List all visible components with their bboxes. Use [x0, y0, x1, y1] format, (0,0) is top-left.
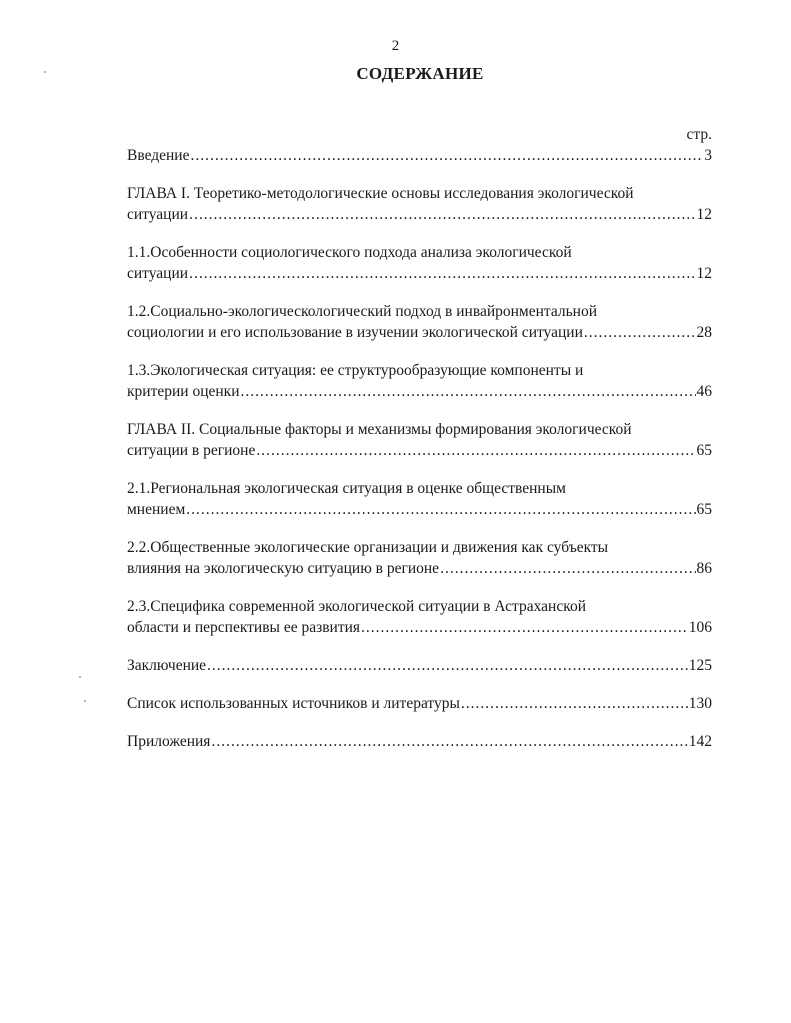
toc-entry-section-1-1 — [127, 242, 712, 284]
toc-entry-section-1-3 — [127, 360, 712, 402]
leader-dots — [190, 145, 703, 166]
toc-entry-title: 1.3.Экологическая ситуация: ее структурообразующие компоненты и — [127, 362, 584, 379]
leader-dots — [461, 693, 688, 714]
leader-dots — [241, 381, 696, 402]
leader-dots — [211, 731, 687, 752]
toc-entry-page: 65 — [696, 501, 712, 518]
scan-speck — [79, 676, 81, 678]
toc-entry-chapter-1 — [127, 183, 712, 225]
toc-entry-title: Заключение — [127, 657, 207, 674]
toc-entry-title: ГЛАВА II. Социальные факторы и механизмы формирования экологической — [127, 421, 632, 438]
table-of-contents — [127, 124, 712, 752]
toc-entry-title-cont: ситуации — [127, 265, 189, 282]
toc-entry-title: 1.1.Особенности социологического подхода анализа экологической — [127, 244, 572, 261]
toc-entry-page: 130 — [688, 695, 712, 712]
toc-entry-title-cont: ситуации — [127, 206, 189, 223]
toc-entry-title: 2.1.Региональная экологическая ситуация в оценке общественным — [127, 480, 566, 497]
leader-dots — [584, 322, 696, 343]
toc-entry-title: ГЛАВА I. Теоретико-методологические основы исследования экологической — [127, 185, 634, 202]
toc-entry-page: 125 — [688, 657, 712, 674]
toc-entry-title-cont: мнением — [127, 501, 186, 518]
toc-entry-section-2-2 — [127, 537, 712, 579]
scan-speck — [84, 700, 86, 702]
scan-speck — [44, 71, 46, 73]
toc-entry-title-cont: влияния на экологическую ситуацию в регионе — [127, 560, 440, 577]
toc-entry-conclusion — [127, 655, 712, 676]
leader-dots — [189, 263, 695, 284]
toc-entry-section-1-2 — [127, 301, 712, 343]
toc-entry-appendices — [127, 731, 712, 752]
toc-entry-page: 28 — [696, 324, 712, 341]
toc-entry-chapter-2 — [127, 419, 712, 461]
toc-entry-page: 142 — [688, 733, 712, 750]
page-column-label: стр. — [686, 126, 712, 143]
toc-entry-page: 86 — [696, 560, 712, 577]
toc-entry-title: 2.2.Общественные экологические организации и движения как субъекты — [127, 539, 609, 556]
toc-entry-title-cont: области и перспективы ее развития — [127, 619, 361, 636]
toc-entry-title: Приложения — [127, 733, 211, 750]
toc-entry-title-cont: социологии и его использование в изучении экологической ситуации — [127, 324, 583, 341]
leader-dots — [189, 204, 695, 225]
leader-dots — [186, 499, 695, 520]
toc-entry-title-cont: ситуации в регионе — [127, 442, 256, 459]
toc-entry-page: 12 — [696, 206, 712, 223]
toc-entry-page: 3 — [704, 147, 712, 164]
leader-dots — [440, 558, 695, 579]
leader-dots — [256, 440, 695, 461]
leader-dots — [361, 617, 688, 638]
toc-entry-introduction — [127, 145, 712, 166]
leader-dots — [207, 655, 688, 676]
toc-entry-bibliography — [127, 693, 712, 714]
toc-entry-section-2-3 — [127, 596, 712, 638]
toc-entry-title: 1.2.Социально-экологическологический подход в инвайронментальной — [127, 303, 598, 320]
toc-entry-title: Список использованных источников и литературы — [127, 695, 460, 712]
toc-entry-page: 12 — [696, 265, 712, 282]
toc-entry-page: 106 — [688, 619, 712, 636]
toc-entry-title: Введение — [127, 147, 190, 164]
toc-entry-title-cont: критерии оценки — [127, 383, 240, 400]
toc-entry-page: 46 — [696, 383, 712, 400]
toc-entry-page: 65 — [696, 442, 712, 459]
page-title: СОДЕРЖАНИЕ — [356, 64, 484, 83]
toc-entry-section-2-1 — [127, 478, 712, 520]
page-number: 2 — [391, 38, 400, 54]
toc-entry-title: 2.3.Специфика современной экологической ситуации в Астраханской — [127, 598, 586, 615]
